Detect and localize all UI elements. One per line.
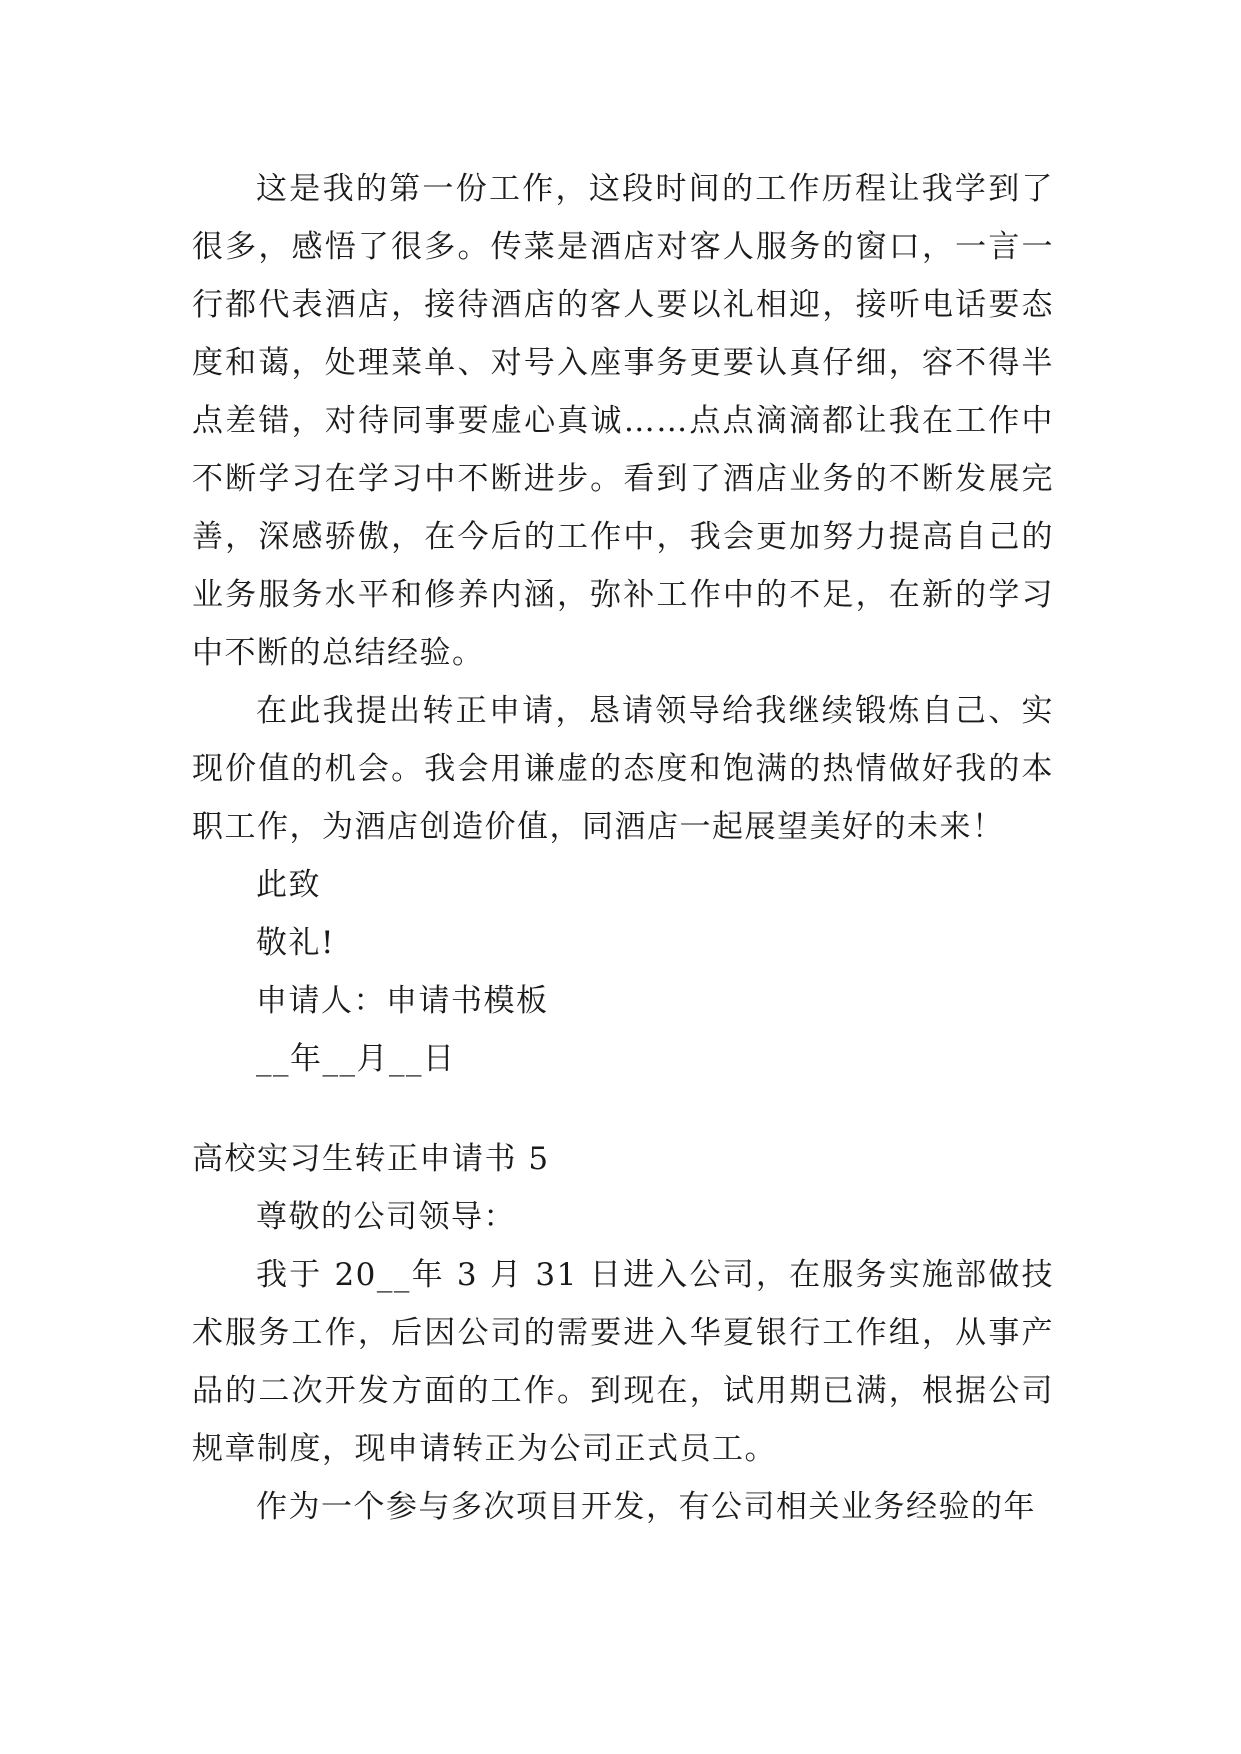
closing-line: 敬礼! <box>256 925 335 961</box>
letter-section-1 <box>192 160 1054 1088</box>
body-paragraph: 在此我提出转正申请，恳请领导给我继续锻炼自己、实现价值的机会。我会用谦虚的态度和饱满的热情做好我的本职工作，为酒店创造价值，同酒店一起展望美好的未来！ <box>192 693 1054 845</box>
body-paragraph: 我于 20__年 3 月 31 日进入公司，在服务实施部做技术服务工作，后因公司的需要进入华夏银行工作组，从事产品的二次开发方面的工作。到现在，试用期已满，根据公司规章制度，现申请转正为公司正式员工。 <box>192 1257 1054 1467</box>
date-line: __年__月__日 <box>256 1041 456 1077</box>
body-paragraph: 作为一个参与多次项目开发，有公司相关业务经验的年 <box>256 1489 1036 1525</box>
body-paragraph: 这是我的第一份工作，这段时间的工作历程让我学到了很多，感悟了很多。传菜是酒店对客人服务的窗口，一言一行都代表酒店，接待酒店的客人要以礼相迎，接听电话要态度和蔼，处理菜单、对号入座事务更要认真仔细，容不得半点差错，对待同事要虚心真诚……点点滴滴都让我在工作中不断学习在学习中不断进步。看到了酒店业务的不断发展完善，深感骄傲，在今后的工作中，我会更加努力提高自己的业务服务水平和修养内涵，弥补工作中的不足，在新的学习中不断的总结经验。 <box>192 171 1054 671</box>
applicant-line: 申请人：申请书模板 <box>256 983 549 1019</box>
section-title: 高校实习生转正申请书 5 <box>192 1141 550 1177</box>
salutation: 尊敬的公司领导： <box>256 1199 516 1235</box>
closing-line: 此致 <box>256 867 321 903</box>
letter-section-2 <box>192 1130 1054 1536</box>
